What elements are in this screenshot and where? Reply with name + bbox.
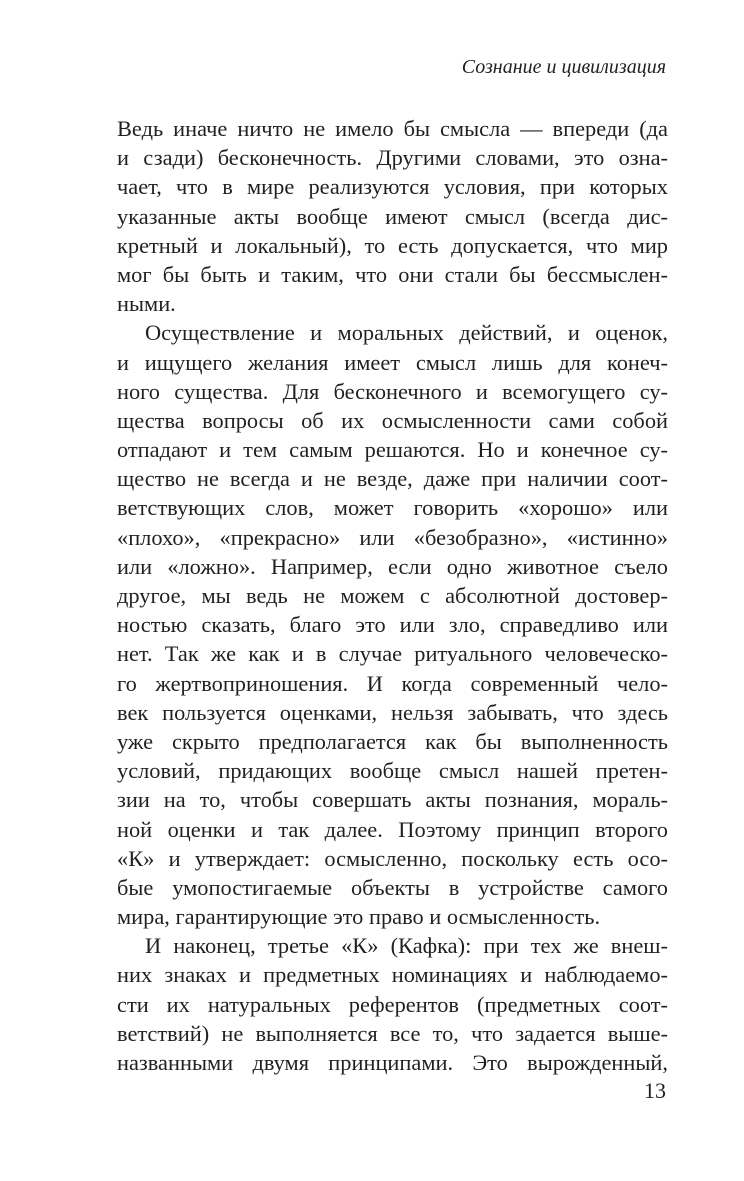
text-line: и ищущего желания имеет смысл лишь для конеч- bbox=[117, 349, 668, 375]
text-line: век пользуется оценками, нельзя забывать, что здесь bbox=[117, 699, 668, 725]
text-line: кретный и локальный), то есть допускается, что мир bbox=[117, 232, 668, 258]
text-line: ной оценки и так далее. Поэтому принцип второго bbox=[117, 816, 668, 842]
paragraph bbox=[117, 318, 668, 931]
text-line: чает, что в мире реализуются условия, при которых bbox=[117, 174, 668, 200]
text-line: мог бы быть и таким, что они стали бы бессмыслен- bbox=[117, 261, 668, 287]
running-header: Сознание и цивилизация bbox=[461, 56, 666, 78]
text-line: И наконец, третье «К» (Кафка): при тех же внеш- bbox=[145, 933, 668, 959]
text-line: го жертвоприношения. И когда современный чело- bbox=[117, 670, 668, 696]
text-line: щество не всегда и не везде, даже при наличии соот- bbox=[117, 466, 668, 492]
text-line: щества вопросы об их осмысленности сами собой bbox=[117, 407, 668, 433]
paragraph bbox=[117, 114, 668, 318]
text-line: условий, придающих вообще смысл нашей претен- bbox=[117, 758, 668, 784]
text-line: другое, мы ведь не можем с абсолютной достовер- bbox=[117, 583, 668, 608]
text-line: них знаках и предметных номинациях и наблюдаемо- bbox=[117, 962, 668, 988]
text-line: уже скрыто предполагается как бы выполненность bbox=[117, 728, 668, 754]
paragraph bbox=[117, 931, 668, 1077]
text-line: бые умопостигаемые объекты в устройстве самого bbox=[117, 874, 668, 900]
text-line: зии на то, чтобы совершать акты познания, мораль- bbox=[117, 787, 668, 813]
text-line: ного существа. Для бесконечного и всемогущего су- bbox=[117, 378, 668, 404]
text-line: нет. Так же как и в случае ритуального человеческо- bbox=[117, 641, 668, 667]
text-line: отпадают и тем самым решаются. Но и конечное су- bbox=[117, 437, 668, 463]
text-line: ностью сказать, благо это или зло, справедливо или bbox=[117, 612, 668, 638]
text-line: ными. bbox=[117, 291, 176, 317]
text-line: и сзади) бесконечность. Другими словами, это озна- bbox=[117, 145, 668, 171]
text-line: мира, гарантирующие это право и осмысленность. bbox=[117, 904, 601, 930]
text-line: «К» и утверждает: осмысленно, поскольку есть осо- bbox=[117, 845, 668, 871]
text-line: ветствий) не выполняется все то, что задается выше- bbox=[117, 1020, 668, 1046]
text-line: указанные акты вообще имеют смысл (всегда дис- bbox=[117, 203, 668, 229]
text-line: Осуществление и моральных действий, и оценок, bbox=[145, 320, 668, 346]
text-line: или «ложно». Например, если одно животное съело bbox=[117, 553, 668, 579]
text-line: сти их натуральных референтов (предметных соот- bbox=[117, 991, 668, 1017]
text-line: «плохо», «прекрасно» или «безобразно», «истинно» bbox=[117, 524, 668, 550]
text-line: Ведь иначе ничто не имело бы смысла — впереди (да bbox=[117, 116, 668, 141]
text-line: названными двумя принципами. Это вырожденный, bbox=[117, 1050, 668, 1075]
text-line: ветствующих слов, может говорить «хорошо» или bbox=[117, 495, 668, 521]
page-number: 13 bbox=[644, 1078, 666, 1103]
body-text bbox=[117, 114, 668, 1077]
